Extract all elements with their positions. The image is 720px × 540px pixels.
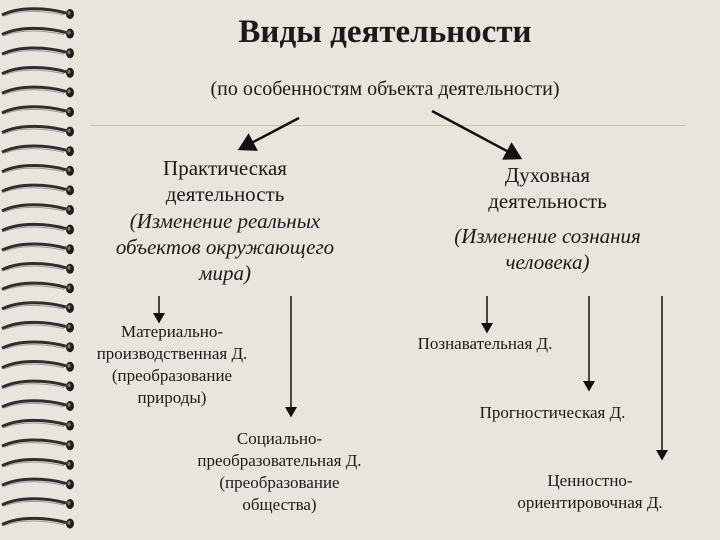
practical-activity [110, 155, 340, 286]
material-line2: производственная Д. [96, 344, 248, 364]
practical-name-line1: Практическая [163, 156, 287, 180]
value-oriented-activity [495, 470, 685, 514]
spiritual-desc-line2: человека) [505, 249, 590, 274]
spiritual-activity [415, 162, 680, 275]
spiritual-name-line2: деятельность [488, 189, 607, 214]
arrow-to-practical [240, 118, 299, 149]
social-line1: Социально- [236, 429, 323, 448]
page-subtitle: (по особенностям объекта деятельности) [210, 78, 560, 100]
cognitive-activity [390, 333, 580, 355]
social-transformative-activity [172, 428, 387, 516]
arrow-to-spiritual [432, 111, 520, 158]
material-line3: (преобразование [111, 366, 233, 386]
value-line2: ориентировочная Д. [517, 493, 663, 513]
cognitive-line1: Познавательная Д. [417, 334, 553, 353]
spiritual-name-line1: Духовная [504, 163, 591, 187]
social-line3: (преобразование [219, 473, 340, 493]
page-title: Виды деятельности [238, 14, 532, 50]
prognostic-activity [455, 402, 650, 424]
practical-name-line2: деятельность [165, 182, 285, 207]
material-production-activity [72, 321, 272, 409]
practical-desc-line1: (Изменение реальных [129, 208, 321, 233]
social-line4: общества) [242, 495, 317, 515]
social-line2: преобразовательная Д. [197, 451, 362, 471]
practical-desc-line2: объектов окружающего [115, 234, 335, 259]
material-line4: природы) [137, 388, 207, 408]
value-line1: Ценностно- [547, 471, 633, 490]
practical-desc-line3: мира) [199, 261, 251, 285]
spiritual-desc-line1: (Изменение сознания [454, 223, 641, 248]
prognostic-line1: Прогностическая Д. [479, 403, 626, 422]
material-line1: Материально- [121, 322, 223, 341]
